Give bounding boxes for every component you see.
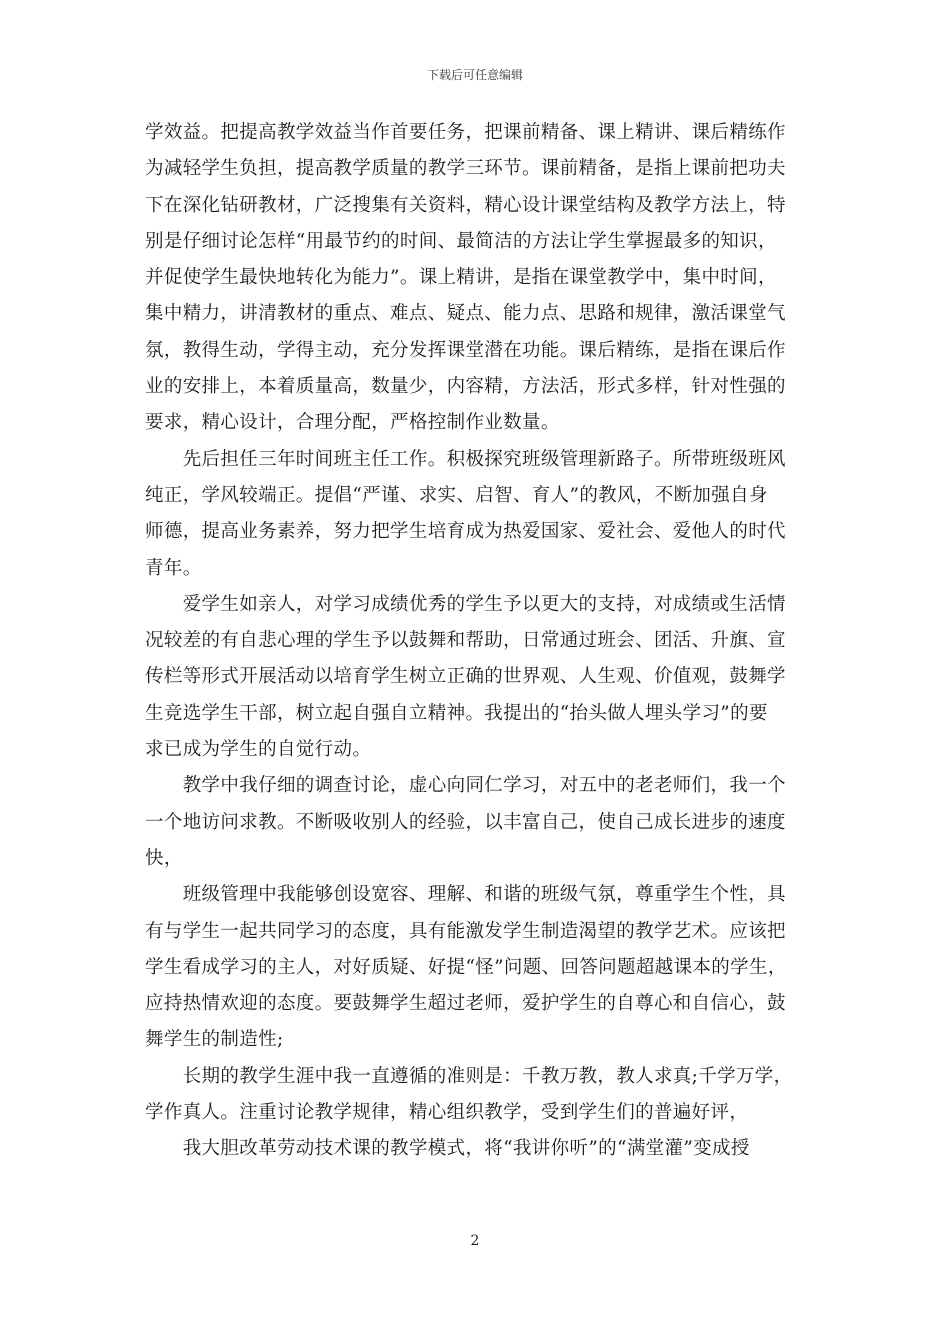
paragraph: 学效益。把提高教学效益当作首要任务，把课前精备、课上精讲、课后精练作 为减轻学生负担，提高教学质量的教学三环节。课前精备，是指上课前把功夫 下在深化钻研教材，广泛搜集有关资料，精心设计课堂结构及教学方法上，特 别是仔细讨论怎样“用最节约的时间、最简洁的方法让学生掌握最多的知识， 并促使学生最快地转化为能力”。课上精讲，是指在课堂教学中，集中时间， 集中精力，讲清教材的重点、难点、疑点、能力点、思路和规律，激活课堂气 氛，教得生动，学得主动，充分发挥课堂潜在功能。课后精练，是指在课后作 业的安排上，本着质量高，数量少，内容精，方法活，形式多样，针对性强的 要求，精心设计，合理分配，严格控制作业数量。 — [145, 122, 786, 434]
paragraph: 我大胆改革劳动技术课的教学模式，将“我讲你听”的“满堂灌”变成授 — [145, 1138, 750, 1160]
paragraph: 先后担任三年时间班主任工作。积极探究班级管理新路子。所带班级班风 纯正，学风较端正。提倡“严谨、求实、启智、育人”的教风，不断加强自身 师德，提高业务素养，努力把学生培育成为热爱国家、爱社会、爱他人的时代 青年。 — [145, 448, 786, 579]
page-header: 下载后可任意编辑 — [426, 68, 523, 82]
paragraph: 班级管理中我能够创设宽容、理解、和谐的班级气氛，尊重学生个性，具 有与学生一起共同学习的态度，具有能激发学生制造渴望的教学艺术。应该把 学生看成学习的主人，对好质疑、好提“怪”问题、回答问题超越课本的学生， 应持热情欢迎的态度。要鼓舞学生超过老师，爱护学生的自尊心和自信心，鼓 舞学生的制造性; — [145, 884, 787, 1051]
document-body — [145, 115, 808, 1168]
paragraph: 长期的教学生涯中我一直遵循的准则是：千教万教，教人求真;千学万学， 学作真人。注重讨论教学规律，精心组织教学，受到学生们的普遍好评， — [145, 1065, 793, 1124]
page-number: 2 — [470, 1233, 480, 1249]
paragraph: 教学中我仔细的调查讨论，虚心向同仁学习，对五中的老老师们，我一个 一个地访问求教。不断吸收别人的经验，以丰富自己，使自己成长进步的速度 快， — [145, 775, 786, 869]
paragraph: 爱学生如亲人，对学习成绩优秀的学生予以更大的支持，对成绩或生活情 况较差的有自悲心理的学生予以鼓舞和帮助，日常通过班会、团活、升旗、宣 传栏等形式开展活动以培育学生树立正确的世界观、人生观、价值观，鼓舞学 生竞选学生干部，树立起自强自立精神。我提出的“抬头做人埋头学习”的要 求已成为学生的自觉行动。 — [145, 593, 786, 761]
